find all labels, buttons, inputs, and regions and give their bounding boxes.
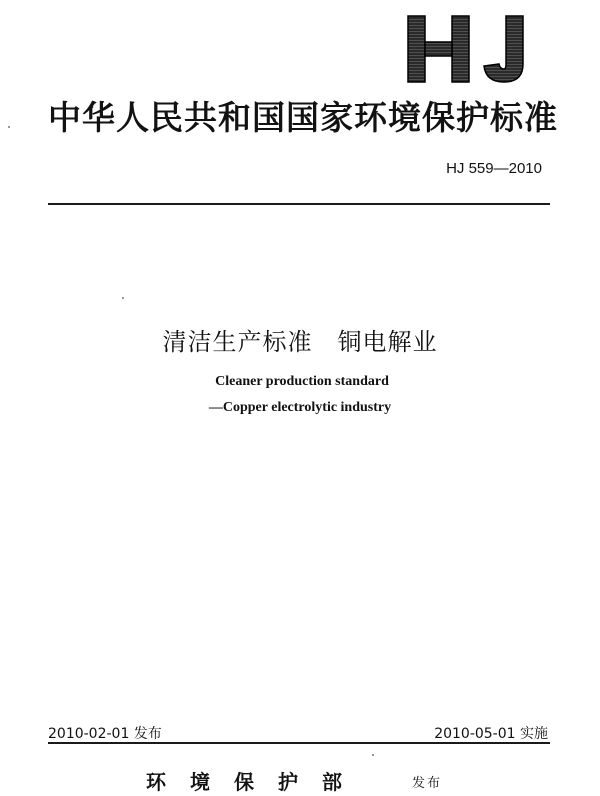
scan-speck xyxy=(122,297,124,299)
top-divider xyxy=(48,203,550,205)
standard-organization-title: 中华人民共和国国家环境保护标准 xyxy=(48,98,558,137)
document-title-english-line-1: Cleaner production standard xyxy=(215,374,389,389)
issue-date: 2010-02-01 发布 xyxy=(48,726,162,742)
document-title-english-line-2: —Copper electrolytic industry xyxy=(208,400,392,415)
scan-speck xyxy=(372,754,374,756)
hj-logo-graphic xyxy=(402,12,542,86)
implementation-date: 2010-05-01 实施 xyxy=(434,726,548,742)
issuing-authority: 环境保护部 xyxy=(146,770,366,794)
scan-speck xyxy=(8,126,10,128)
document-title-chinese: 清洁生产标准 铜电解业 xyxy=(162,328,438,356)
standard-number: HJ 559—2010 xyxy=(446,160,542,177)
hj-logo xyxy=(402,12,542,86)
issuing-authority-suffix: 发布 xyxy=(412,776,443,791)
bottom-divider xyxy=(48,742,550,744)
